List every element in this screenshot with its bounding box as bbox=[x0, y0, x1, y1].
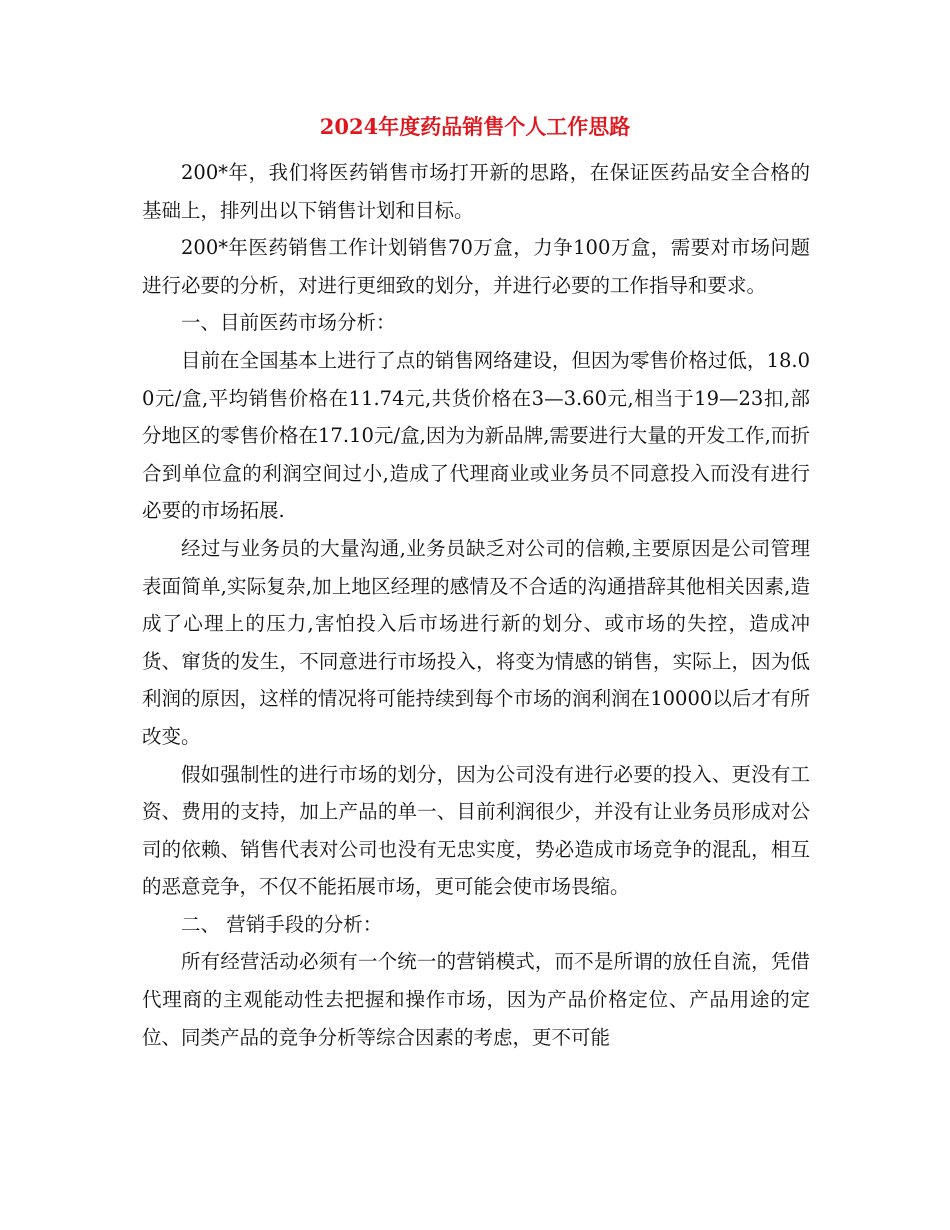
document-body bbox=[142, 154, 810, 1056]
section-heading-market-analysis: 一、目前医药市场分析： bbox=[181, 311, 396, 335]
paragraph-intro: 200*年，我们将医药销售市场打开新的思路，在保证医药品安全合格的基础上，排列出以下销售计划和目标。 bbox=[142, 161, 810, 222]
paragraph-pricing: 目前在全国基本上进行了点的销售网络建设，但因为零售价格过低，18.00元/盒,平均销售价格在11.74元,共货价格在3—3.60元,相当于19—23扣,部分地区的零售价格在17.10元/盒,因为为新品牌,需要进行大量的开发工作,而折合到单位盒的利润空间过小,造成了代理商业或业务员不同意投入而没有进行必要的市场拓展. bbox=[142, 348, 810, 523]
paragraph-communication: 经过与业务员的大量沟通,业务员缺乏对公司的信赖,主要原因是公司管理表面简单,实际复杂,加上地区经理的感情及不合适的沟通措辞其他相关因素,造成了心理上的压力,害怕投入后市场进行新的划分、或市场的失控，造成冲货、窜货的发生，不同意进行市场投入，将变为情感的销售，实际上，因为低利润的原因，这样的情况将可能持续到每个市场的润利润在10000以后才有所改变。 bbox=[142, 536, 810, 748]
section-heading-marketing-means: 二、 营销手段的分析： bbox=[181, 912, 383, 936]
paragraph-market-division: 假如强制性的进行市场的划分，因为公司没有进行必要的投入、更没有工资、费用的支持，加上产品的单一、目前利润很少，并没有让业务员形成对公司的依赖、销售代表对公司也没有无忠实度，势必造成市场竞争的混乱，相互的恶意竞争，不仅不能拓展市场，更可能会使市场畏缩。 bbox=[142, 762, 810, 899]
document-title: 2024年度药品销售个人工作思路 bbox=[319, 114, 631, 139]
paragraph-sales-plan: 200*年医药销售工作计划销售70万盒，力争100万盒，需要对市场问题进行必要的分析，对进行更细致的划分，并进行必要的工作指导和要求。 bbox=[142, 236, 810, 297]
paragraph-marketing-model: 所有经营活动必须有一个统一的营销模式，而不是所谓的放任自流，凭借代理商的主观能动性去把握和操作市场，因为产品价格定位、产品用途的定位、同类产品的竞争分析等综合因素的考虑，更不可能 bbox=[142, 950, 810, 1049]
